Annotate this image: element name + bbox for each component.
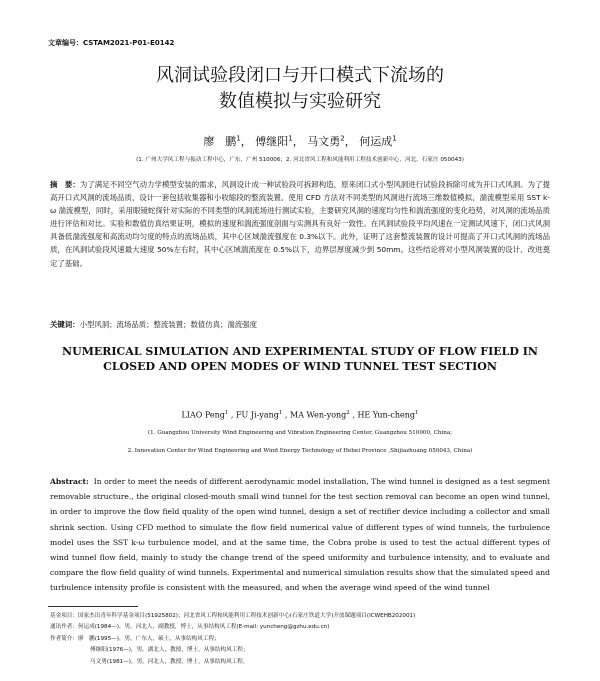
- chinese-title-line-1: 风洞试验段闭口与开口模式下流场的: [156, 65, 444, 86]
- english-affiliation-2: 2. Innovation Center for Wind Engineering and Wind Energy Technology of Hebei Province ,Shijiazhuang 050043, China): [127, 448, 473, 454]
- footnote-author-bio: 傅继阳(1976—)，男，湖北人，教授，博士，从事结构风工程；: [90, 647, 249, 654]
- chinese-abstract: [50, 178, 550, 270]
- chinese-abstract-text: 为了满足不同空气动力学模型安装的需求，风洞设计成一种试验段可拆卸构造，原来闭口式小型风洞进行试验段拆除可成为开口式风洞。为了提高开口式风洞的流场品质，设计一套包括收集器和小收缩段的整流装置。使用 CFD 方法对不同类型的风洞进行流场三维数值模拟，湍流模型采用 SST k-ω 湍流模型，同时，采用眼镜蛇探针对实际的不同类型的风洞流场进行测试实验，主要研究风洞的速度均匀性和湍流强度的变化趋势，对风洞的流场品质进行评估和对比。实验和数值仿真结果证明，模拟的速度和湍流强度剖面与实测具有良好一致性。在风洞试验段平均风速在一定测试风速下，闭口式风洞具备低湍流强度和高流动均匀度的特点的流场品质，其中心区域湍流强度在 0.3%以下。此外，证明了这套整流装置的设计可提高了开口式风洞的流场品质，在风洞试验段风速最大速度 50%左右时，其中心区域湍流度在 0.5%以下，边界层厚度减少到 50mm。这些结论将对小型风洞装置的设计、改进奠定了基础。: [50, 180, 550, 268]
- footnote-funding: 基金项目：国家杰出青年科学基金项目(51925802)；河北省风工程和风能利用工程技术创新中心(石家庄铁道大学)开放课题项目(ICWEHB202001): [50, 613, 416, 619]
- affiliation-marker: 1: [415, 410, 419, 416]
- english-abstract-label: Abstract:: [50, 477, 89, 486]
- chinese-author-name: 傅继阳: [255, 135, 289, 148]
- footnote-author-bio: 马文勇(1981—)，男，河北人，教授，博士，从事结构风工程。: [90, 658, 249, 665]
- affiliation-marker: 1: [236, 134, 241, 143]
- english-author-name: HE Yun-cheng: [357, 410, 416, 420]
- affiliation-marker: 2: [340, 134, 345, 143]
- chinese-keywords-text: 小型风洞；流场品质；整流装置；数值仿真；湍流强度: [79, 320, 257, 329]
- affiliation-marker: 1: [392, 134, 397, 143]
- english-author-name: LIAO Peng: [181, 410, 225, 420]
- english-abstract-text: In order to meet the needs of different aerodynamic model installation, The wind tunnel is designed as a test segment removable structure., the original closed-mouth small wind tunnel for the test section removal can become an open wind tunnel, in order to improve the flow field quality of the open wind tunnel, design a set of rectifier device including a collector and small shrink section. Using CFD method to simulate the flow field numerical value of different types of wind tunnels, the turbulence model uses the SST k-ω turbulence model, and at the same time, the Cobra probe is used to test the actual different types of wind tunnel flow field, mainly to study the change trend of the speed uniformity and turbulence intensity, and to evaluate and compare the flow field quality of wind tunnels. Experimental and numerical simulation results show that the simulated speed and turbulence intensity profile is consistent with the measured, and when the average wind speed of the wind tunnel: [50, 477, 551, 593]
- chinese-keywords-label: 关键词：: [50, 320, 80, 329]
- chinese-keywords: [50, 319, 550, 330]
- article-id: 文章编号：CSTAM2021-P01-E0142: [48, 39, 175, 47]
- footnotes: [50, 611, 550, 668]
- english-author-list: LIAO Peng$^1$ , FU Ji-yang$^1$ , MA Wen-yong$^2$ , HE Yun-cheng$^1$: [181, 410, 419, 420]
- chinese-author-name: 马文勇: [307, 135, 341, 148]
- affiliation-marker: 1: [224, 410, 229, 416]
- english-abstract: [50, 474, 550, 596]
- footnote-divider: [48, 606, 138, 607]
- chinese-author-name: 何运成: [359, 135, 393, 148]
- chinese-author-list: 廖 鹏$^1$， 傅继阳$^1$， 马文勇$^2$， 何运成$^1$: [203, 134, 397, 148]
- affiliation-marker: 2: [346, 410, 350, 416]
- footnote-corresponding-author: 通讯作者：何运成(1984—)，男，河北人，副教授，博士，从事结构风工程(E-mail: yuncheng@gzhu.edu.cn): [50, 624, 330, 631]
- chinese-title-line-2: 数值模拟与实验研究: [219, 91, 381, 112]
- affiliation-marker: 1: [288, 134, 293, 143]
- chinese-author-name: 廖 鹏: [203, 135, 237, 148]
- footnote-author-bio: 作者简介：廖 鹏(1995—)，男，广东人，硕士，从事结构风工程；: [50, 635, 220, 642]
- english-affiliation-1: (1. Guangzhou University Wind Engineering and Vibration Engineering Center, Guangzhou 510000, China;: [147, 430, 453, 436]
- chinese-affiliation: (1. 广州大学风工程与振动工程中心，广东，广州 510006；2. 河北省风工程和风能利用工程技术创新中心，河北，石家庄 050043): [136, 157, 464, 163]
- english-title: NUMERICAL SIMULATION AND EXPERIMENTAL STUDY OF FLOW FIELD IN CLOSED AND OPEN MODES OF WIND TUNNEL TEST SECTION: [62, 345, 538, 373]
- affiliation-marker: 1: [278, 410, 283, 416]
- chinese-abstract-label: 摘 要：: [50, 180, 80, 189]
- english-author-name: FU Ji-yang: [236, 410, 279, 420]
- english-author-name: MA Wen-yong: [290, 410, 347, 420]
